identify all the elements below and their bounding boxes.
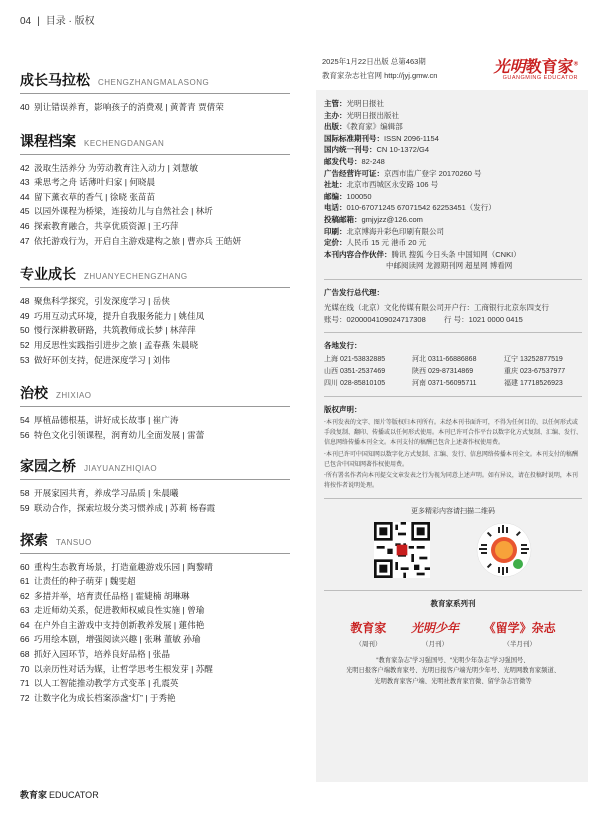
- article-title: 留下薰衣草的香气 | 徐晓 张苗苗: [34, 191, 156, 202]
- article-title: 聚焦科学探究，引发深度学习 | 岳侠: [34, 296, 170, 307]
- page-header: 04 | 目录 · 版权: [20, 16, 95, 27]
- imprint-value: 腾讯 搜狐 今日头条 中国知网（CNKI）: [391, 249, 521, 259]
- ad-bank-code: 行 号：1021 0000 0415: [444, 314, 523, 324]
- article-title: 巧用绘本剧，增强阅读兴趣 | 张琳 董敏 孙瑜: [34, 634, 201, 645]
- ad-row: [324, 302, 582, 314]
- logo-main: 教育家: [525, 59, 574, 76]
- series-item[interactable]: [484, 619, 556, 648]
- channels-line: 光明日报客户端教育家号、光明日报客户端光明少年号、光明网教育家频道、: [345, 667, 561, 675]
- imprint-row: [324, 156, 582, 168]
- toc-entry[interactable]: [20, 486, 290, 501]
- toc-entry[interactable]: [20, 662, 290, 677]
- qr-code-icon[interactable]: [374, 522, 430, 578]
- page-number: 62: [20, 590, 30, 601]
- declaration-para: ·本刊发表的文字、图片等版权归本刊所有。未经本刊书面许可，不得为任何目的、以任何形式或手段复制、翻印、传播或以任何形式使用。本刊已许可合作平台以数字化方式复制、汇编、发行、信息网络传播本刊全文。本刊支付的稿酬已包含上述著作权使用费。: [324, 419, 583, 447]
- page-number: 71: [20, 678, 30, 689]
- page-number: 61: [20, 576, 30, 587]
- toc-entry[interactable]: [20, 204, 290, 219]
- regional-contact: 辽宁 13252877519: [504, 356, 563, 364]
- toc-section: [20, 131, 290, 249]
- regional-contact: 河南 0371-56095711: [412, 379, 477, 387]
- toc-entry[interactable]: [20, 632, 290, 647]
- toc-section: [20, 456, 290, 515]
- toc-entry[interactable]: [20, 603, 290, 618]
- imprint-panel: [316, 90, 588, 782]
- imprint-value: 光明日报出版社: [346, 110, 399, 120]
- imprint-label: 电话：: [324, 203, 347, 213]
- page-number: 63: [20, 605, 30, 616]
- imprint-label: 本刊内容合作伙伴：: [324, 249, 392, 259]
- imprint-label: 社址：: [324, 180, 347, 190]
- guangming-educator-logo: [494, 54, 578, 81]
- page-number: 60: [20, 561, 30, 572]
- imprint-label: 国内统一刊号：: [324, 145, 377, 155]
- imprint-value: 北京市西城区永安路 106 号: [346, 180, 439, 190]
- article-title: 厚植品德根基，讲好成长故事 | 崔广涛: [34, 415, 179, 426]
- regional-contact: 陕西 029-87314869: [412, 367, 474, 375]
- imprint-label: 定价：: [324, 238, 347, 248]
- imprint-label: 出版：: [324, 122, 347, 132]
- series-frequency: （月刊）: [421, 641, 448, 649]
- section-heading: [20, 383, 290, 407]
- imprint-row: [324, 121, 582, 133]
- ad-row: [324, 314, 582, 326]
- toc-section: [20, 530, 290, 706]
- footer-brand: 教育家: [20, 790, 48, 800]
- series-name: 《留学》杂志: [483, 621, 556, 636]
- page-footer: [20, 788, 99, 801]
- imprint-label: 国际标准期刊号：: [324, 133, 384, 143]
- section-title: 家园之桥: [20, 458, 76, 475]
- toc-entry[interactable]: [20, 353, 290, 368]
- page-number: 68: [20, 649, 30, 660]
- toc-entry[interactable]: [20, 323, 290, 338]
- article-title: 联动合作，探索垃圾分类习惯养成 | 苏莉 杨春霞: [34, 502, 216, 513]
- divider: [324, 498, 582, 499]
- article-title: 特色文化引领课程，润育幼儿全面发展 | 雷蕾: [34, 429, 205, 440]
- page-number: 04: [20, 16, 32, 27]
- page-number: 46: [20, 220, 30, 231]
- logo-registered: ®: [573, 61, 578, 68]
- page-number: 49: [20, 310, 30, 321]
- article-title: 走近师幼关系，促进教师权威良性实施 | 曾瑜: [34, 605, 205, 616]
- toc-entry[interactable]: [20, 219, 290, 234]
- toc-entry[interactable]: [20, 589, 290, 604]
- imprint-row: [324, 226, 582, 238]
- imprint-value: 100050: [346, 191, 372, 201]
- footer-en: EDUCATOR: [49, 790, 99, 800]
- imprint-label: 投稿邮箱：: [324, 214, 362, 224]
- imprint-row: [324, 249, 582, 261]
- series-name: 光明少年: [410, 621, 459, 636]
- article-title: 巧用互动式环境，提升自我服务能力 | 姚佳凤: [34, 310, 205, 321]
- toc-entry[interactable]: [20, 574, 290, 589]
- article-title: 用反思性实践指引进步之旅 | 孟春燕 朱晨晓: [34, 339, 199, 350]
- page-number: 44: [20, 191, 30, 202]
- section-title: 探索: [20, 531, 48, 548]
- article-title: 汲取生活养分 为劳动教育注入动力 | 刘慧敏: [34, 162, 199, 173]
- issue-info: 2025年1月22日出版 总第463期: [322, 57, 426, 66]
- page-number: 42: [20, 162, 30, 173]
- page-number: 47: [20, 235, 30, 246]
- imprint-label: 主办：: [324, 110, 347, 120]
- page-number: 45: [20, 206, 30, 217]
- ad-bank: 开户行：工商银行北京东四支行: [444, 302, 549, 312]
- regional-grid: [324, 354, 582, 389]
- page-number: 59: [20, 502, 30, 513]
- page-number: 56: [20, 429, 30, 440]
- toc-entry[interactable]: [20, 309, 290, 324]
- toc-entry[interactable]: [20, 647, 290, 662]
- section-pinyin: JIAYUANZHIQIAO: [84, 464, 158, 474]
- imprint-value: gmjyjzz@126.com: [361, 214, 423, 224]
- series-frequency: （周刊）: [355, 641, 382, 649]
- section-heading: [20, 456, 290, 480]
- toc-entry[interactable]: [20, 560, 290, 575]
- section-heading: [20, 70, 290, 94]
- toc-section: [20, 383, 290, 442]
- channels-line: 光明教育家客户端、光明社教育家官微、留学杂志官微等: [374, 677, 532, 685]
- regional-contact: 四川 028-85810105: [324, 379, 386, 387]
- toc-section: [20, 70, 290, 115]
- ad-agent-title: 广告发行总代理：: [324, 287, 384, 297]
- toc-entry[interactable]: [20, 338, 290, 353]
- series-item[interactable]: [350, 619, 386, 648]
- article-title: 别让错误养育，影响孩子的消费观 | 黄菁青 贾倩荣: [34, 102, 224, 112]
- imprint-value: ISSN 2096-1154: [384, 133, 439, 143]
- regional-contact: 山西 0351-2537469: [324, 367, 386, 375]
- series-name: 教育家: [350, 621, 387, 636]
- divider: [324, 332, 582, 333]
- imprint-label: 邮发代号：: [324, 156, 362, 166]
- imprint-row: [324, 179, 582, 191]
- partners-more: 中邮阅读网 龙源期刊网 超星网 博看网: [386, 261, 513, 271]
- ad-account: 账号：0200004109024717308: [324, 314, 426, 324]
- series-title: 教育家系列刊: [430, 599, 476, 609]
- page-number: 53: [20, 354, 30, 365]
- divider: [324, 279, 582, 280]
- declaration-para: ·本刊已许可中国知网以数字化方式复制、汇编、发行、信息网络传播本刊全文。本刊支付的稿酬已包含中国知网著作权使用费。: [324, 450, 578, 468]
- section-title: 治校: [20, 385, 48, 402]
- page-number: 64: [20, 619, 30, 630]
- toc-entry[interactable]: [20, 618, 290, 633]
- header-section: 目录 · 版权: [45, 16, 95, 27]
- imprint-label: 主管：: [324, 99, 347, 108]
- section-pinyin: TANSUO: [56, 537, 92, 547]
- page-number: 40: [20, 102, 30, 112]
- toc-entry[interactable]: [20, 100, 290, 115]
- toc-entry[interactable]: [20, 234, 290, 249]
- imprint-value: CN 10-1372/G4: [376, 145, 430, 155]
- section-pinyin: ZHIXIAO: [56, 391, 92, 401]
- toc-entry[interactable]: [20, 691, 290, 706]
- toc-entry[interactable]: [20, 413, 290, 428]
- article-title: 做好环创支持，促进深度学习 | 刘伟: [34, 354, 170, 365]
- page-number: 52: [20, 339, 30, 350]
- divider: [324, 590, 582, 591]
- article-title: 让责任的种子萌芽 | 魏雯超: [34, 576, 136, 587]
- regional-contact: 河北 0311-66886868: [412, 356, 477, 364]
- qr-caption: 更多精彩内容请扫描二维码: [411, 508, 495, 516]
- imprint-value: 人民币 15 元 港币 20 元: [346, 238, 427, 248]
- imprint-value: 北京博海升彩色印刷有限公司: [346, 226, 444, 236]
- table-of-contents: [20, 70, 290, 719]
- imprint-row: [324, 110, 582, 122]
- toc-entry[interactable]: [20, 161, 290, 176]
- article-title: 依托游戏行为，开启自主游戏建构之旅 | 曹亦兵 王皓妍: [34, 235, 242, 246]
- article-title: 开展家园共育，养成学习品质 | 朱晨曦: [34, 488, 179, 499]
- section-title: 课程档案: [20, 132, 76, 149]
- website-info: 教育家杂志社官网 http://jyj.gmw.cn: [322, 71, 438, 80]
- page-number: 54: [20, 415, 30, 426]
- masthead: [322, 54, 580, 88]
- regional-contact: 重庆 023-67537977: [504, 367, 566, 375]
- ad-company: 光媒在线（北京）文化传媒有限公司: [324, 302, 444, 312]
- toc-entry[interactable]: [20, 501, 290, 516]
- logo-script: 光明: [493, 59, 526, 76]
- imprint-row: [324, 191, 582, 203]
- article-title: 以亲历性对话为媒，让哲学思考生根发芽 | 苏醒: [34, 663, 213, 674]
- section-heading: [20, 131, 290, 155]
- section-pinyin: KECHENGDANGAN: [84, 138, 165, 148]
- imprint-label: 邮编：: [324, 191, 347, 201]
- article-title: 在户外自主游戏中支持创新教养发展 | 蓮伟艳: [34, 619, 205, 630]
- regional-contact: 福建 17718526923: [504, 379, 563, 387]
- page-number: 48: [20, 296, 30, 307]
- page-number: 70: [20, 663, 30, 674]
- page-number: 43: [20, 177, 30, 188]
- section-pinyin: ZHUANYECHENGZHANG: [84, 272, 188, 282]
- regional-title: 各地发行：: [324, 341, 362, 351]
- article-title: 让数字化为成长档案添盏“灯” | 于秀艳: [34, 692, 176, 703]
- imprint-row: [324, 98, 582, 110]
- imprint-row: [324, 214, 582, 226]
- page-number: 72: [20, 692, 30, 703]
- toc-entry[interactable]: [20, 676, 290, 691]
- article-title: 多措并举，培育责任品格 | 霍婕楠 胡琳琳: [34, 590, 190, 601]
- declaration-title: 版权声明：: [324, 405, 362, 415]
- section-title: 成长马拉松: [20, 72, 90, 88]
- toc-entry[interactable]: [20, 294, 290, 309]
- section-title: 专业成长: [20, 266, 76, 283]
- logo-sub: GUANGMING EDUCATOR: [502, 75, 578, 81]
- series-frequency: （半月刊）: [503, 641, 536, 649]
- mini-program-code-icon[interactable]: [476, 522, 532, 578]
- toc-entry[interactable]: [20, 175, 290, 190]
- regional-contact: 上海 021-53832885: [324, 356, 386, 364]
- imprint-value: 010-67071245 67071542 62253451（发行）: [346, 203, 496, 213]
- toc-entry[interactable]: [20, 428, 290, 443]
- imprint-value: 光明日报社: [346, 99, 384, 108]
- article-title: 抓好入园环节，培养良好品格 | 张晶: [34, 649, 170, 660]
- section-pinyin: CHENGZHANGMALASONG: [98, 78, 210, 87]
- series-item[interactable]: [411, 619, 459, 648]
- divider: [324, 396, 582, 397]
- channels-line: “教育家杂志”学习强国号、“光明少年杂志”学习强国号、: [376, 657, 530, 665]
- imprint-row: [324, 133, 582, 145]
- article-title: 以园外课程为桥梁，连接幼儿与自然社会 | 林圻: [34, 206, 213, 217]
- imprint-value: 82-248: [361, 156, 385, 166]
- series-list: [324, 619, 582, 648]
- article-title: 探索教育融合，共享优质资源 | 王巧萍: [34, 220, 179, 231]
- imprint-list: [324, 98, 582, 260]
- page-number: 66: [20, 634, 30, 645]
- imprint-row: [324, 202, 582, 214]
- page-number: 58: [20, 488, 30, 499]
- article-title: 重构生态教育场景，打造童趣游戏乐园 | 陶黎晴: [34, 561, 213, 572]
- article-title: 慢行深耕教研路，共筑教师成长梦 | 林萍萍: [34, 325, 196, 336]
- toc-entry[interactable]: [20, 190, 290, 205]
- page-number: 50: [20, 325, 30, 336]
- declaration-para: ·所有署名作者向本刊提交文章发表之行为视为同意上述声明。如有异议，请在投稿时说明，本刊将按作者说明处理。: [324, 472, 578, 490]
- imprint-label: 印刷：: [324, 226, 347, 236]
- article-title: 以人工智能推动教学方式变革 | 孔震英: [34, 678, 179, 689]
- article-title: 乘思考之舟 话薄叶归家 | 何晓晨: [34, 177, 156, 188]
- section-heading: [20, 264, 290, 288]
- imprint-row: [324, 144, 582, 156]
- imprint-row: [324, 168, 582, 180]
- imprint-label: 广告经营许可证：: [324, 168, 384, 178]
- imprint-row: [324, 237, 582, 249]
- imprint-value: 《教育家》编辑部: [346, 122, 403, 132]
- imprint-value: 京西市监广登字 20170260 号: [384, 168, 482, 178]
- section-heading: [20, 530, 290, 554]
- toc-section: [20, 264, 290, 367]
